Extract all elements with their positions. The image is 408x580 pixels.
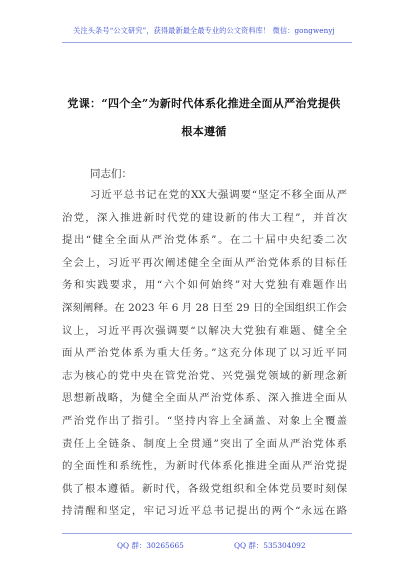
footer-qq-group-left: QQ 群：30265665 [117, 541, 184, 550]
header-divider [62, 42, 352, 43]
body-line: 议上，习近平再次强调要“以解决大党独有难题、健全全 [62, 324, 347, 337]
body-line: 责任上全链条、制度上全贯通”突出了全面从严治党体系 [62, 437, 347, 450]
document-title-line-1: 党课：“四个全”为新时代体系化推进全面从严治党提供 [67, 97, 341, 110]
body-line: 思想新战略，为健全全面从严治党体系、深入推进全面从 [62, 392, 347, 405]
body-line: 提出“健全全面从严治党体系”。在二十届中央纪委二次 [62, 234, 347, 247]
body-line: 务和实践要求，用“六个如何始终”对大党独有难题作出 [62, 279, 347, 292]
document-title-line-2: 根本遵循 [181, 125, 227, 138]
body-line: 的全面性和系统性，为新时代体系化推进全面从严治党提 [62, 460, 347, 473]
body-line: 面从严治党体系为重大任务。”这充分体现了以习近平同 [62, 347, 347, 360]
body-line: 严治党作出了指引。“坚持内容上全涵盖、对象上全覆盖 [62, 415, 347, 427]
body-line: 志为核心的党中央在管党治党、兴党强党领域的新理念新 [62, 369, 347, 382]
body-line: 供了根本遵循。新时代，各级党组织和全体党员要时刻保 [62, 482, 347, 495]
body-line: 深刻阐释。在 2023 年 6 月 28 日至 29 日的全国组织工作会 [62, 302, 347, 314]
body-line: 治党，深入推进新时代党的建设新的伟大工程”，并首次 [62, 211, 347, 224]
body-line: 全会上，习近平再次阐述健全全面从严治党体系的目标任 [62, 256, 347, 269]
header-promo-note: 关注头条号“公文研究”，获得最新最全最专业的公文资料库！ 微信：gongwenyj [73, 26, 335, 35]
body-line: 持清醒和坚定，牢记习近平总书记提出的两个“永远在路 [62, 505, 347, 518]
footer-qq-group-right: QQ 群：535304092 [234, 541, 306, 550]
body-line: 习近平总书记在党的XX大强调要“坚定不移全面从严 [90, 189, 347, 201]
salutation: 同志们： [90, 168, 132, 180]
footer-divider [62, 533, 352, 534]
